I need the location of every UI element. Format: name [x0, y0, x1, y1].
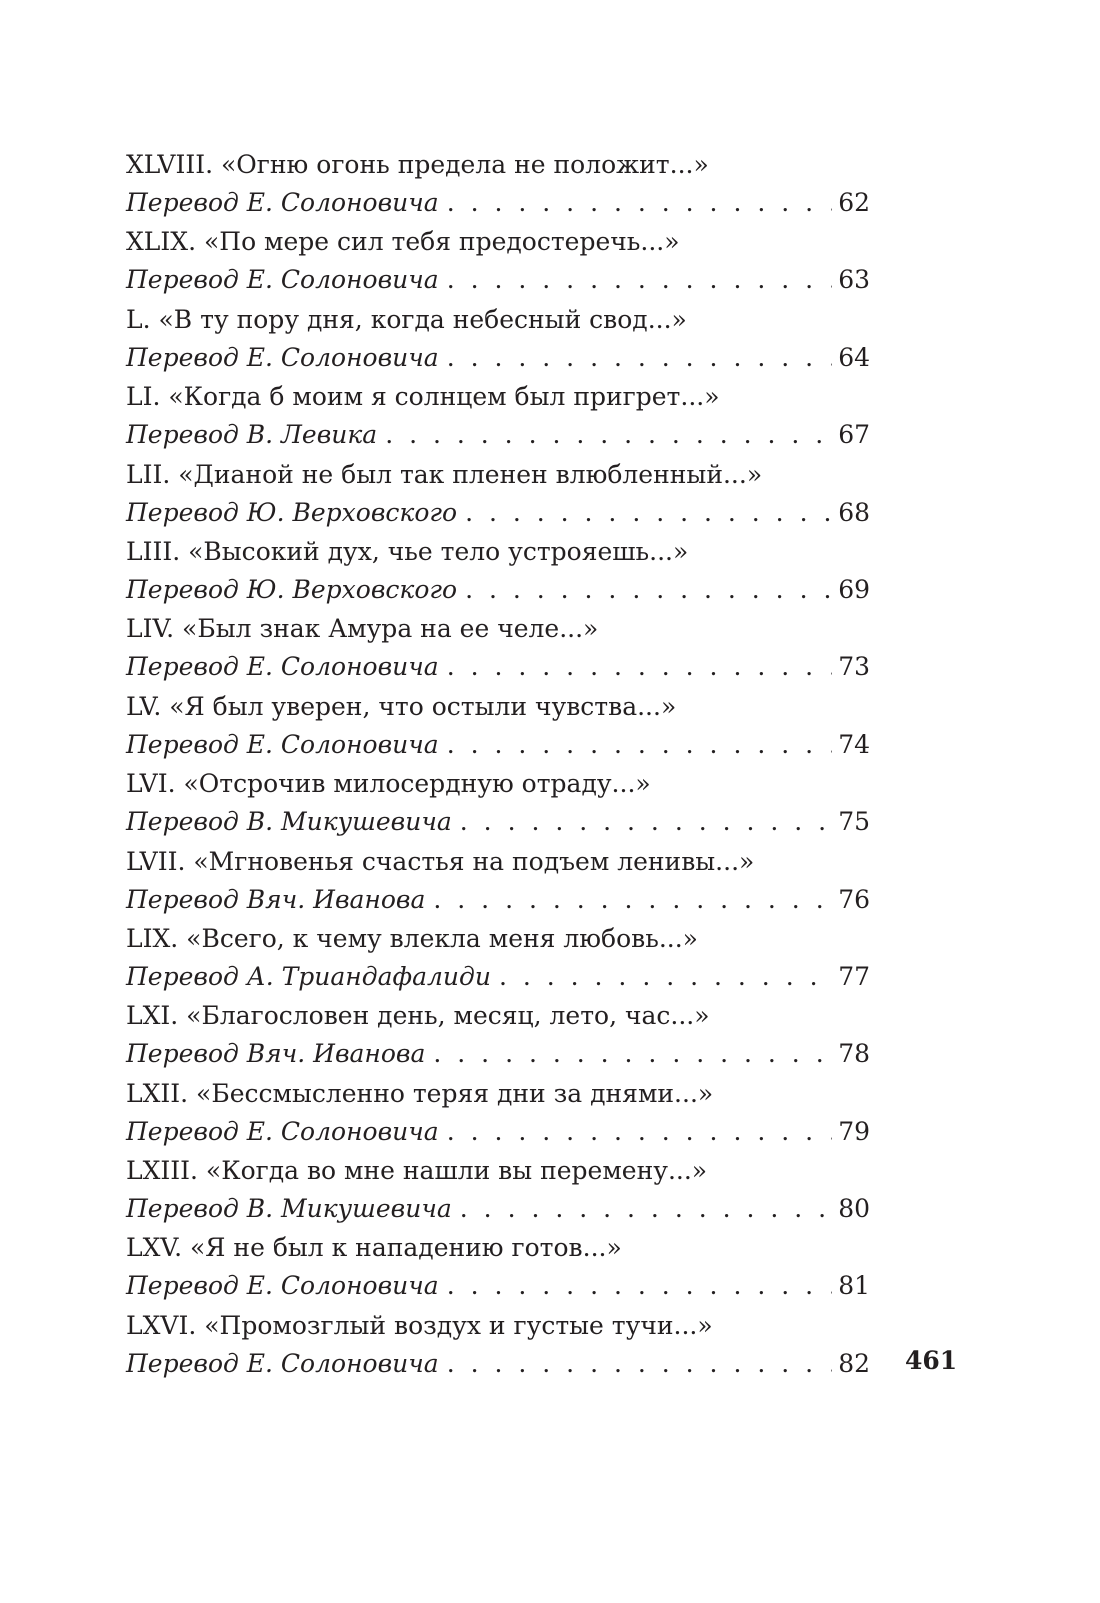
- entry-translator: Перевод Е. Солоновича: [126, 188, 439, 217]
- toc-entry: [126, 223, 870, 300]
- dot-leader: [460, 1190, 832, 1228]
- entry-translator-row: [126, 1113, 870, 1151]
- toc-entry: [126, 765, 870, 842]
- entry-page-number: 78: [838, 1039, 870, 1069]
- entry-translator-row: [126, 726, 870, 764]
- entry-page-number: 63: [838, 265, 870, 295]
- entry-translator: Перевод Е. Солоновича: [126, 1116, 439, 1146]
- dot-leader: [447, 1113, 832, 1151]
- entry-translator-row: [126, 881, 870, 919]
- entry-title: LVI. «Отсрочив милосердную отраду...»: [126, 769, 651, 799]
- entry-title: LXVI. «Промозглый воздух и густые тучи...»: [126, 1310, 713, 1340]
- dot-leader: [433, 1035, 832, 1073]
- entry-translator-row: [126, 1345, 870, 1383]
- entry-title: XLIX. «По мере сил тебя предостеречь...»: [126, 227, 680, 257]
- folio-page-number: 461: [905, 1346, 958, 1375]
- entry-translator-row: [126, 339, 870, 377]
- entry-page-number: 75: [838, 807, 870, 837]
- table-of-contents: [126, 146, 870, 1384]
- dot-leader: [447, 339, 832, 377]
- entry-page-number: 69: [838, 574, 870, 604]
- toc-entry: [126, 378, 870, 455]
- entry-translator: Перевод Вяч. Иванова: [126, 884, 426, 914]
- entry-translator-row: [126, 803, 870, 841]
- entry-title: LIII. «Высокий дух, чье тело устрояешь...»: [126, 536, 689, 566]
- entry-page-number: 81: [838, 1271, 870, 1301]
- toc-entry: [126, 688, 870, 765]
- entry-translator-row: [126, 1190, 870, 1228]
- dot-leader: [465, 571, 832, 609]
- entry-page-number: 68: [838, 497, 870, 527]
- entry-page-number: 74: [838, 729, 870, 759]
- entry-translator: Перевод В. Микушевича: [126, 807, 452, 837]
- entry-title: LII. «Дианой не был так пленен влюбленный...»: [126, 459, 763, 489]
- toc-entry: [126, 1152, 870, 1229]
- toc-entry: [126, 843, 870, 920]
- toc-entry: [126, 997, 870, 1074]
- entry-page-number: 73: [838, 652, 870, 682]
- entry-translator-row: [126, 648, 870, 686]
- entry-translator: Перевод А. Триандафалиди: [126, 961, 491, 991]
- entry-translator-row: [126, 571, 870, 609]
- toc-entry: [126, 456, 870, 533]
- entry-translator: Перевод Е. Солоновича: [126, 652, 439, 682]
- dot-leader: [460, 803, 832, 841]
- entry-translator-row: [126, 494, 870, 532]
- entry-translator-row: [126, 184, 870, 222]
- dot-leader: [465, 494, 832, 532]
- entry-translator: Перевод Ю. Верховского: [126, 497, 458, 527]
- dot-leader: [447, 261, 832, 299]
- entry-title: LXV. «Я не был к нападению готов...»: [126, 1233, 622, 1263]
- entry-translator: Перевод Е. Солоновича: [126, 1348, 439, 1378]
- entry-title: LI. «Когда б моим я солнцем был пригрет...»: [126, 382, 720, 412]
- entry-title: LIV. «Был знак Амура на ее челе...»: [126, 614, 599, 644]
- entry-translator: Перевод В. Микушевича: [126, 1194, 452, 1224]
- entry-page-number: 64: [838, 342, 870, 372]
- entry-page-number: 77: [838, 961, 870, 991]
- entry-page-number: 79: [838, 1116, 870, 1146]
- entry-translator: Перевод В. Левика: [126, 420, 378, 450]
- dot-leader: [447, 726, 832, 764]
- entry-translator-row: [126, 1035, 870, 1073]
- entry-title: LV. «Я был уверен, что остыли чувства...»: [126, 691, 677, 721]
- entry-translator: Перевод Е. Солоновича: [126, 265, 439, 295]
- entry-translator: Перевод Вяч. Иванова: [126, 1039, 426, 1069]
- dot-leader: [433, 881, 832, 919]
- toc-entry: [126, 1229, 870, 1306]
- dot-leader: [447, 648, 832, 686]
- entry-page-number: 76: [838, 884, 870, 914]
- dot-leader: [447, 1267, 832, 1305]
- entry-page-number: 67: [838, 420, 870, 450]
- entry-title: LXIII. «Когда во мне нашли вы перемену...»: [126, 1156, 708, 1186]
- entry-title: LXII. «Бессмысленно теряя дни за днями...»: [126, 1078, 714, 1108]
- entry-translator: Перевод Ю. Верховского: [126, 574, 458, 604]
- entry-translator-row: [126, 1267, 870, 1305]
- toc-entry: [126, 920, 870, 997]
- entry-translator: Перевод Е. Солоновича: [126, 729, 439, 759]
- dot-leader: [385, 416, 832, 454]
- dot-leader: [447, 184, 832, 222]
- toc-entry: [126, 1075, 870, 1152]
- entry-translator: Перевод Е. Солоновича: [126, 1271, 439, 1301]
- toc-entry: [126, 146, 870, 223]
- entry-translator: Перевод Е. Солоновича: [126, 342, 439, 372]
- entry-title: XLVIII. «Огню огонь предела не положит...»: [126, 150, 709, 179]
- entry-title: LXI. «Благословен день, месяц, лето, час...»: [126, 1001, 710, 1031]
- entry-page-number: 82: [838, 1348, 870, 1378]
- entry-title: LIX. «Всего, к чему влекла меня любовь...»: [126, 923, 698, 953]
- toc-entry: [126, 610, 870, 687]
- toc-entry: [126, 533, 870, 610]
- entry-page-number: 80: [838, 1194, 870, 1224]
- entry-title: LVII. «Мгновенья счастья на подъем ленивы...»: [126, 846, 755, 876]
- entry-page-number: 62: [838, 188, 870, 217]
- dot-leader: [499, 958, 832, 996]
- entry-title: L. «В ту пору дня, когда небесный свод...»: [126, 304, 687, 334]
- entry-translator-row: [126, 416, 870, 454]
- entry-translator-row: [126, 261, 870, 299]
- toc-entry: [126, 301, 870, 378]
- entry-translator-row: [126, 958, 870, 996]
- dot-leader: [447, 1345, 832, 1383]
- toc-entry: [126, 1307, 870, 1384]
